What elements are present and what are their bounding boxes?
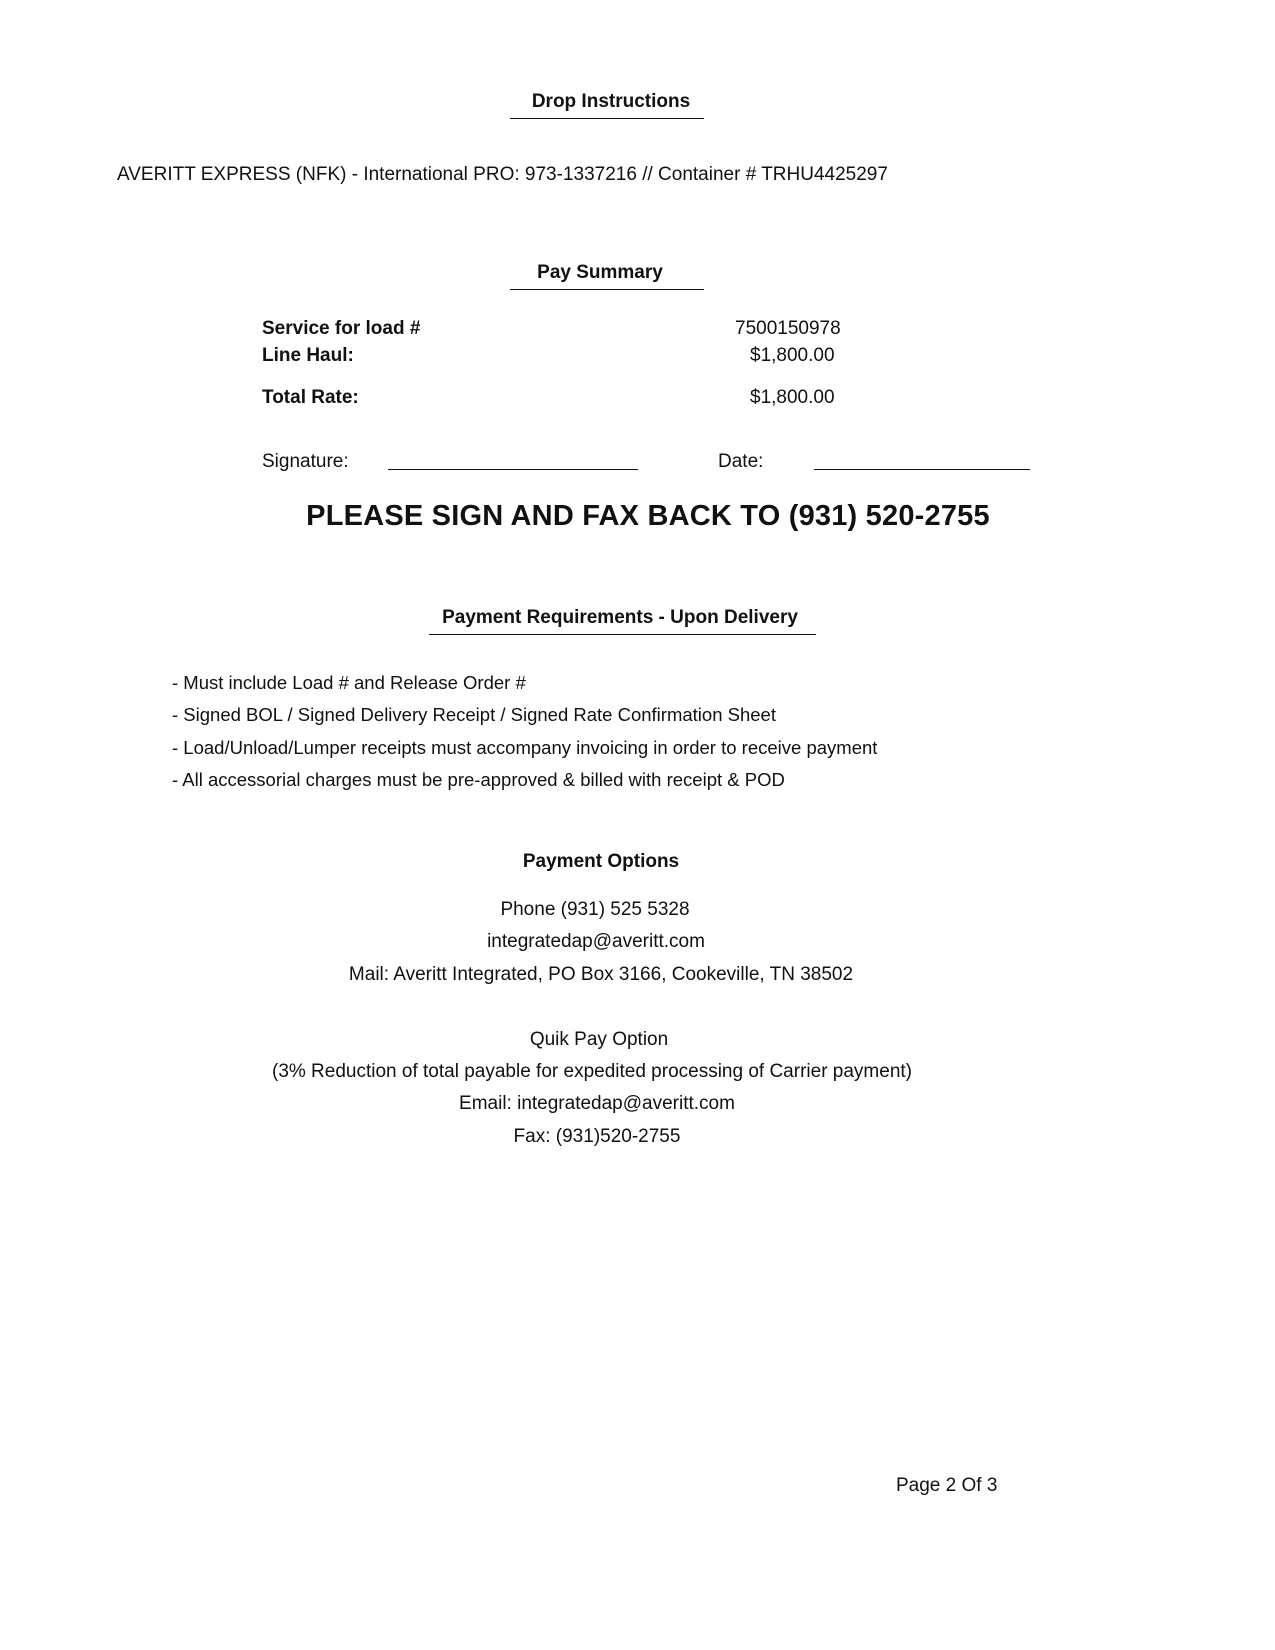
signature-line[interactable] <box>388 469 638 470</box>
payment-email[interactable]: integratedap@averitt.com <box>487 931 705 952</box>
signature-label: Signature: <box>262 451 349 472</box>
line-haul-label: Line Haul: <box>262 345 354 366</box>
requirement-item: - All accessorial charges must be pre-approved & billed with receipt & POD <box>172 769 785 790</box>
drop-instructions-heading: Drop Instructions <box>531 91 691 112</box>
quik-pay-email[interactable]: Email: integratedap@averitt.com <box>459 1093 735 1114</box>
quik-pay-title: Quik Pay Option <box>529 1029 669 1050</box>
quik-pay-fax: Fax: (931)520-2755 <box>513 1126 681 1147</box>
drop-instructions-underline <box>510 118 704 119</box>
fax-back-banner: PLEASE SIGN AND FAX BACK TO (931) 520-2755 <box>306 500 990 532</box>
requirement-item: - Load/Unload/Lumper receipts must accompany invoicing in order to receive payment <box>172 737 878 758</box>
payment-requirements-underline <box>429 634 816 635</box>
service-load-label: Service for load # <box>262 318 421 339</box>
total-rate-label: Total Rate: <box>262 387 359 408</box>
requirement-item: - Signed BOL / Signed Delivery Receipt / Signed Rate Confirmation Sheet <box>172 704 776 725</box>
requirement-item: - Must include Load # and Release Order # <box>172 672 526 693</box>
pay-summary-underline <box>510 289 704 290</box>
payment-options-heading: Payment Options <box>522 851 680 872</box>
drop-instructions-text: AVERITT EXPRESS (NFK) - International PRO: 973-1337216 // Container # TRHU4425297 <box>117 164 888 185</box>
line-haul-value: $1,800.00 <box>750 345 835 366</box>
payment-phone: Phone (931) 525 5328 <box>500 899 690 920</box>
pay-summary-heading: Pay Summary <box>537 262 663 283</box>
total-rate-value: $1,800.00 <box>750 387 835 408</box>
payment-mail-address: Mail: Averitt Integrated, PO Box 3166, Cookeville, TN 38502 <box>348 964 854 985</box>
date-label: Date: <box>718 451 764 472</box>
payment-requirements-heading: Payment Requirements - Upon Delivery <box>442 607 798 628</box>
page-indicator: Page 2 Of 3 <box>896 1475 998 1496</box>
service-load-value: 7500150978 <box>735 318 841 339</box>
quik-pay-note: (3% Reduction of total payable for expedited processing of Carrier payment) <box>271 1061 913 1082</box>
date-line[interactable] <box>814 469 1030 470</box>
